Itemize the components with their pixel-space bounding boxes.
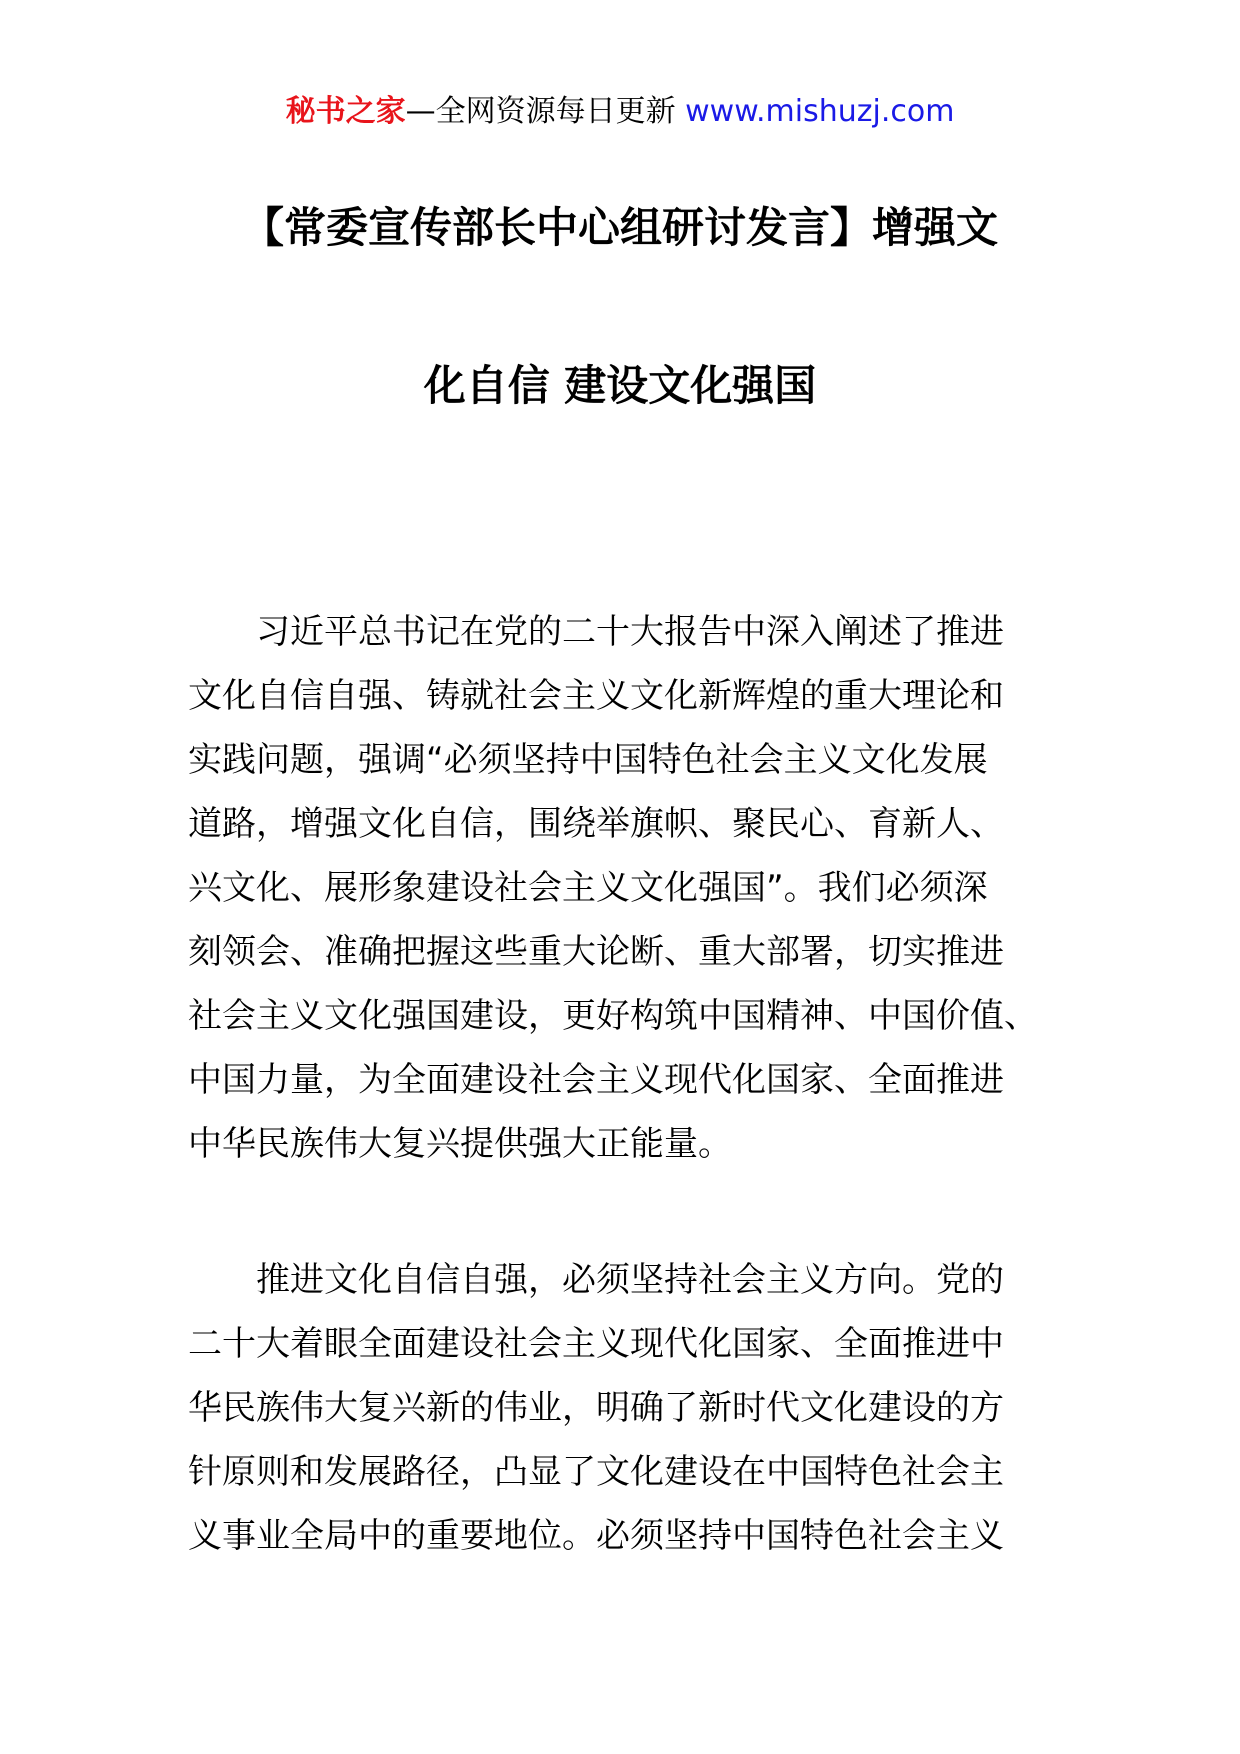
paragraph-line: 道路，增强文化自信，围绕举旗帜、聚民心、育新人、 — [188, 804, 1004, 844]
document-title-line-1: 【常委宣传部长中心组研讨发言】增强文 — [241, 203, 998, 252]
paragraph-line: 推进文化自信自强，必须坚持社会主义方向。党的 — [188, 1260, 1004, 1300]
paragraph-line: 华民族伟大复兴新的伟业，明确了新时代文化建设的方 — [188, 1388, 1004, 1428]
paragraph-line: 二十大着眼全面建设社会主义现代化国家、全面推进中 — [188, 1324, 1004, 1364]
paragraph-line: 刻领会、准确把握这些重大论断、重大部署，切实推进 — [188, 932, 1004, 972]
site-header — [0, 92, 1240, 132]
site-url-link[interactable]: www.mishuzj.com — [685, 94, 955, 129]
brand-name: 秘书之家 — [285, 94, 406, 129]
paragraph-2 — [188, 1248, 1068, 1568]
paragraph-line: 社会主义文化强国建设，更好构筑中国精神、中国价值、 — [188, 996, 1038, 1036]
paragraph-line: 习近平总书记在党的二十大报告中深入阐述了推进 — [188, 612, 1004, 652]
paragraph-line: 文化自信自强、铸就社会主义文化新辉煌的重大理论和 — [188, 676, 1004, 716]
paragraph-line: 中国力量，为全面建设社会主义现代化国家、全面推进 — [188, 1060, 1004, 1100]
paragraph-line: 实践问题，强调“必须坚持中国特色社会主义文化发展 — [188, 740, 988, 780]
paragraph-line: 针原则和发展路径，凸显了文化建设在中国特色社会主 — [188, 1452, 1004, 1492]
paragraph-line: 义事业全局中的重要地位。必须坚持中国特色社会主义 — [188, 1516, 1004, 1556]
header-tagline: —全网资源每日更新 — [405, 94, 686, 129]
document-title-line-2: 化自信 建设文化强国 — [423, 361, 817, 410]
paragraph-1 — [188, 600, 1068, 1176]
paragraph-line: 中华民族伟大复兴提供强大正能量。 — [188, 1124, 732, 1164]
paragraph-line: 兴文化、展形象建设社会主义文化强国”。我们必须深 — [188, 868, 988, 908]
